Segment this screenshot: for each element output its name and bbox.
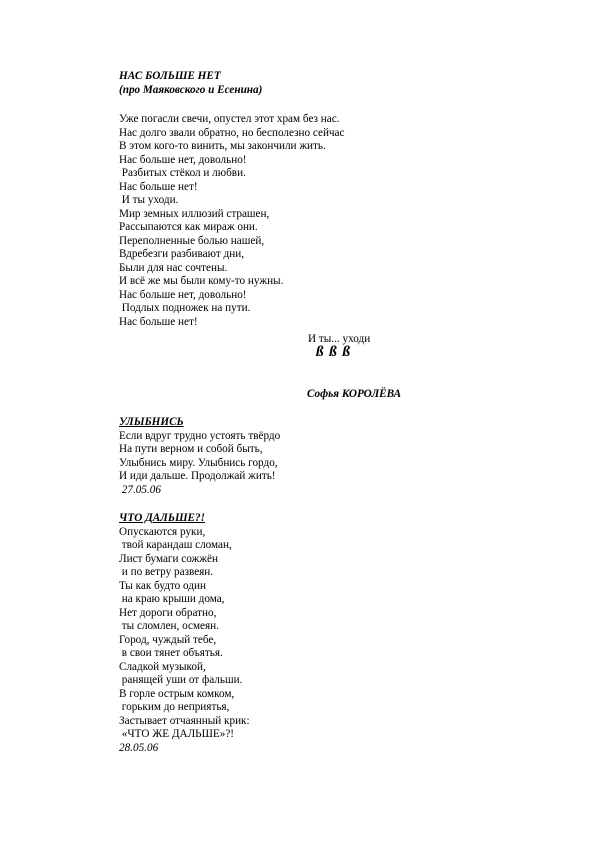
poem2 xyxy=(119,416,280,497)
poem-line: Вдребезги разбивают дни, xyxy=(119,248,244,260)
poem-line: Рассыпаются как мираж они. xyxy=(119,221,258,233)
poem3-title: ЧТО ДАЛЬШЕ?! xyxy=(119,512,205,524)
poem-line: «ЧТО ЖЕ ДАЛЬШЕ»?! xyxy=(119,728,235,740)
poem-line: В горле острым комком, xyxy=(119,687,235,700)
author-name: Софья КОРОЛЁВА xyxy=(307,388,402,400)
ornament-divider: ß ß ß xyxy=(316,344,351,360)
poem2-date: 27.05.06 xyxy=(119,483,161,496)
poem-line: Сладкой музыкой, xyxy=(119,660,206,673)
poem-line: Нас больше нет! xyxy=(119,180,198,193)
poem-line: Нас больше нет, довольно! xyxy=(119,288,247,301)
poem-line: Лист бумаги сожжён xyxy=(119,552,218,565)
poem-line: Мир земных иллюзий страшен, xyxy=(119,207,270,220)
poem1-coda: И ты... уходи xyxy=(308,333,371,345)
poem-line: Подлых подножек на пути. xyxy=(119,302,251,314)
poem-line: Нас больше нет, довольно! xyxy=(119,153,247,166)
poem-line: и по ветру развеян. xyxy=(119,566,214,578)
poem-line: Разбитых стёкол и любви. xyxy=(119,167,246,179)
poem3 xyxy=(119,512,250,755)
poem-line: Переполненные болью нашей, xyxy=(119,234,265,247)
poem1-subtitle: (про Маяковского и Есенина) xyxy=(119,83,263,96)
poem-line: Город, чуждый тебе, xyxy=(119,633,217,646)
poem1-title: НАС БОЛЬШЕ НЕТ xyxy=(119,70,221,82)
poem3-body xyxy=(119,526,250,742)
poem-line: В этом кого-то винить, мы закончили жить. xyxy=(119,140,326,152)
poem1-body xyxy=(119,113,345,329)
poem-line: Если вдруг трудно устоять твёрдо xyxy=(119,429,281,442)
poem-line: в свои тянет объятья. xyxy=(119,647,223,659)
poem-line: Уже погасли свечи, опустел этот храм без нас. xyxy=(119,113,340,125)
poem2-body xyxy=(119,430,280,484)
poem-line: И иди дальше. Продолжай жить! xyxy=(119,470,276,482)
poem-line: ты сломлен, осмеян. xyxy=(119,620,219,632)
poem-line: твой карандаш сломан, xyxy=(119,539,232,551)
poem-line: На пути верном и собой быть, xyxy=(119,443,263,455)
poem3-date: 28.05.06 xyxy=(119,741,159,754)
poem-line: И всё же мы были кому-то нужны. xyxy=(119,275,284,287)
poem-line: Нас больше нет! xyxy=(119,315,198,328)
poem-line: Нас долго звали обратно, но бесполезно сейчас xyxy=(119,126,345,139)
poem-line: на краю крыши дома, xyxy=(119,593,225,605)
poem-line: Ты как будто один xyxy=(119,579,206,592)
poem-line: Улыбнись миру. Улыбнись гордо, xyxy=(119,456,278,469)
poem-line: горьким до неприятья, xyxy=(119,701,230,713)
poem2-title: УЛЫБНИСЬ xyxy=(119,416,184,428)
poem-line: Были для нас сочтены. xyxy=(119,261,228,274)
poem1-header xyxy=(119,70,262,97)
poem-line: Застывает отчаянный крик: xyxy=(119,714,250,727)
poem-line: ранящей уши от фальши. xyxy=(119,674,243,686)
poem-line: И ты уходи. xyxy=(119,194,179,206)
poem-line: Нет дороги обратно, xyxy=(119,606,217,619)
poem-line: Опускаются руки, xyxy=(119,525,206,538)
